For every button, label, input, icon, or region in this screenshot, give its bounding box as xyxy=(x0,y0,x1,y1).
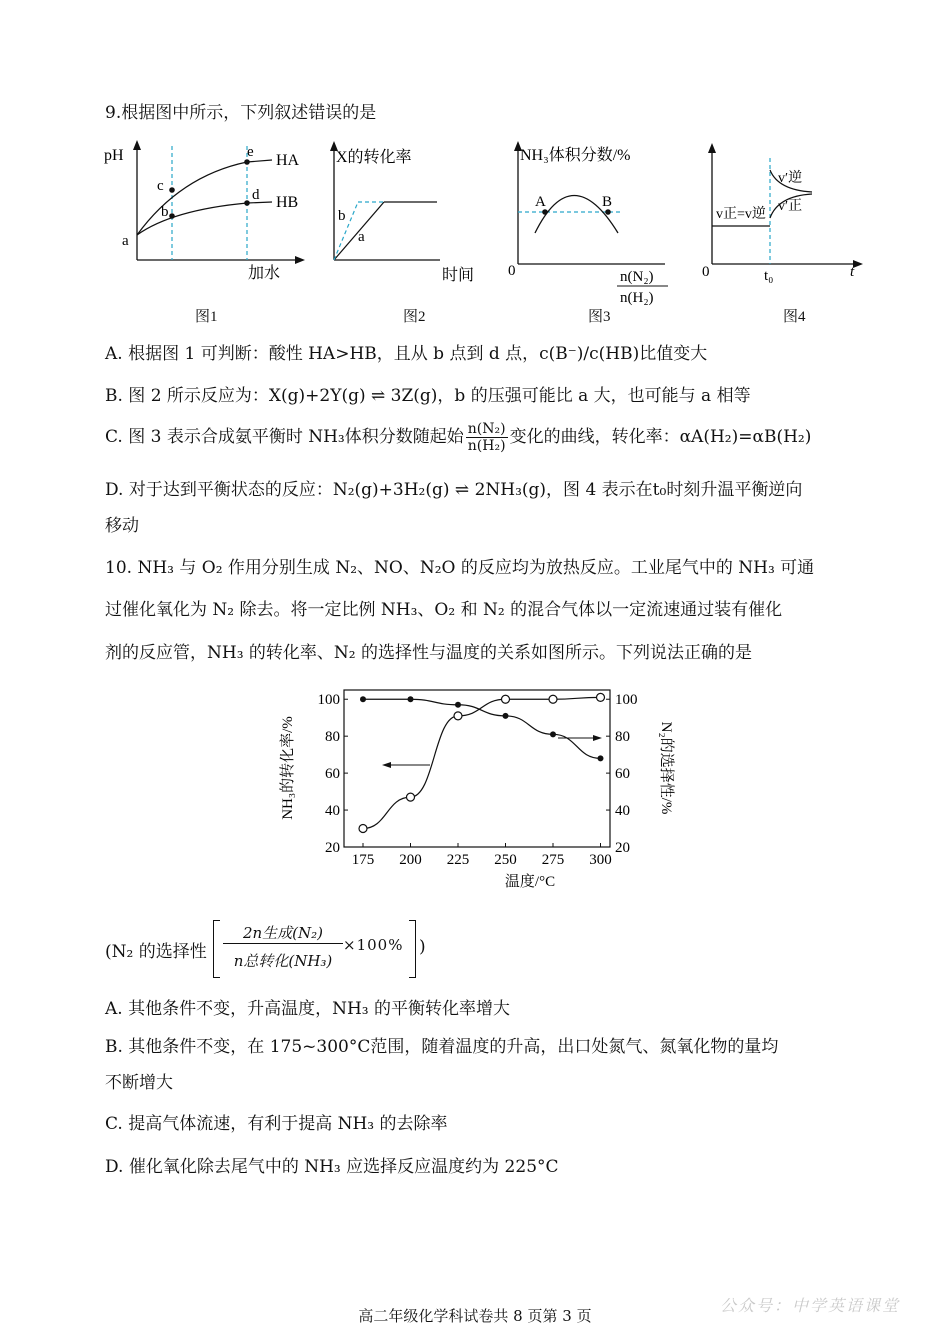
fig1-x-label: 加水 xyxy=(248,265,281,282)
y-tick-label: 60 xyxy=(325,766,340,783)
data-point-filled xyxy=(503,713,509,719)
fig3-x-den: n(H₂) xyxy=(620,290,654,306)
chart-y-label: NH₃的转化率/% xyxy=(280,716,296,820)
figure-2 xyxy=(320,138,490,288)
fig3-x-num: n(N₂) xyxy=(620,269,654,285)
svg-text:a: a xyxy=(358,229,365,245)
fig2-y-label: X的转化率 xyxy=(336,149,412,166)
svg-text:B: B xyxy=(602,194,613,210)
q10-stem-3: 剂的反应管，NH₃ 的转化率、N₂ 的选择性与温度的关系如图所示。下列说法正确的是 xyxy=(105,643,753,663)
data-point-open xyxy=(502,695,510,703)
x-tick-label: 225 xyxy=(446,852,470,868)
y2-tick-label: 20 xyxy=(615,840,630,856)
y-tick-label: 80 xyxy=(325,729,340,746)
svg-text:d: d xyxy=(252,187,260,203)
x-tick-label: 200 xyxy=(399,852,422,868)
svg-text:0: 0 xyxy=(702,264,710,280)
x-tick-label: 275 xyxy=(541,852,565,868)
q9-option-b: B. 图 2 所示反应为：X(g)+2Y(g) ⇌ 3Z(g)，b 的压强可能比 a 大，也可能与 a 相等 xyxy=(105,386,751,406)
q10-option-b: B. 其他条件不变，在 175~300°C范围，随着温度的升高，出口处氮气、氮氧化物的量均 xyxy=(105,1037,779,1057)
svg-text:c: c xyxy=(157,178,164,194)
data-point-filled xyxy=(408,696,414,702)
q10-option-a: A. 其他条件不变，升高温度，NH₃ 的平衡转化率增大 xyxy=(105,999,511,1019)
q10-option-d: D. 催化氧化除去尾气中的 NH₃ 应选择反应温度约为 225°C xyxy=(105,1157,559,1177)
chart-y2-label: N₂的选择性/% xyxy=(658,721,674,815)
series-line-0 xyxy=(363,697,601,828)
data-point-filled xyxy=(455,702,461,708)
y2-tick-label: 80 xyxy=(615,729,630,746)
x-tick-label: 175 xyxy=(351,852,375,868)
q9-option-c: C. 图 3 表示合成氨平衡时 NH₃体积分数随起始 $\frac{\text{n(N₂)}}{\text{n(H₂)}}$ 变化的曲线，转化率：αA(H₂)=αB(H₂) xyxy=(105,421,812,454)
fig1-curve-ha: HA xyxy=(276,152,300,169)
fig3-y-label: NH₃体积分数/% xyxy=(520,147,631,164)
page-footer: 高二年级化学科试卷共 8 页第 3 页 xyxy=(358,1307,592,1325)
fig4-label: 图4 xyxy=(783,309,806,325)
data-point-open xyxy=(597,693,605,701)
chart-x-label: 温度/°C xyxy=(504,874,556,890)
y2-tick-label: 100 xyxy=(615,692,638,709)
q10-option-c: C. 提高气体流速，有利于提高 NH₃ 的去除率 xyxy=(105,1114,448,1134)
svg-text:b: b xyxy=(338,208,346,224)
y-tick-label: 20 xyxy=(325,840,340,856)
fig3-label: 图3 xyxy=(588,309,611,325)
q9-option-d: D. 对于达到平衡状态的反应：N₂(g)+3H₂(g) ⇌ 2NH₃(g)，图 4 表示在t₀时刻升温平衡逆向 xyxy=(105,480,803,500)
q10-stem-1: 10. NH₃ 与 O₂ 作用分别生成 N₂、NO、N₂O 的反应均为放热反应。工业尾气中的 NH₃ 可通 xyxy=(105,558,815,578)
q10-option-b-cont: 不断增大 xyxy=(105,1073,173,1093)
svg-text:v′正: v′正 xyxy=(778,199,803,214)
y2-tick-label: 40 xyxy=(615,803,630,820)
watermark: 公众号：中学英语课堂 xyxy=(719,1296,900,1315)
q10-stem-2: 过催化氧化为 N₂ 除去。将一定比例 NH₃、O₂ 和 N₂ 的混合气体以一定流速通过装有催化 xyxy=(105,600,783,620)
svg-text:b: b xyxy=(161,204,169,220)
svg-text:v正=v逆: v正=v逆 xyxy=(716,207,766,222)
svg-text:0: 0 xyxy=(508,263,516,279)
data-point-open xyxy=(454,712,462,720)
data-point-open xyxy=(407,793,415,801)
data-point-open xyxy=(359,825,367,833)
y-tick-label: 100 xyxy=(317,692,340,709)
q9-option-a: A. 根据图 1 可判断：酸性 HA>HB，且从 b 点到 d 点，c(B⁻)/c(HB)比值变大 xyxy=(105,344,708,364)
data-point-filled xyxy=(550,731,556,737)
data-point-filled xyxy=(360,696,366,702)
q9-stem: 9.根据图中所示，下列叙述错误的是 xyxy=(105,103,377,123)
y-tick-label: 40 xyxy=(325,803,340,820)
y2-tick-label: 60 xyxy=(615,766,630,783)
svg-text:t₀: t₀ xyxy=(764,268,774,284)
svg-text:e: e xyxy=(247,144,254,160)
q9-option-d-cont: 移动 xyxy=(105,516,139,536)
fig1-curve-hb: HB xyxy=(276,194,299,211)
fig1-label: 图1 xyxy=(195,309,218,325)
svg-text:v′逆: v′逆 xyxy=(778,171,803,186)
svg-text:A: A xyxy=(535,194,546,210)
q10-chart xyxy=(270,680,690,895)
figure-1 xyxy=(100,138,310,288)
x-tick-label: 250 xyxy=(494,852,517,868)
figure-3 xyxy=(500,138,680,313)
data-point-filled xyxy=(598,755,604,761)
svg-text:a: a xyxy=(122,233,129,249)
svg-text:t: t xyxy=(850,264,855,280)
fig1-y-label: pH xyxy=(104,147,124,164)
fig2-x-label: 时间 xyxy=(442,267,475,284)
figure-4 xyxy=(700,138,870,288)
data-point-open xyxy=(549,695,557,703)
x-tick-label: 300 xyxy=(589,852,612,868)
fig2-label: 图2 xyxy=(403,309,426,325)
